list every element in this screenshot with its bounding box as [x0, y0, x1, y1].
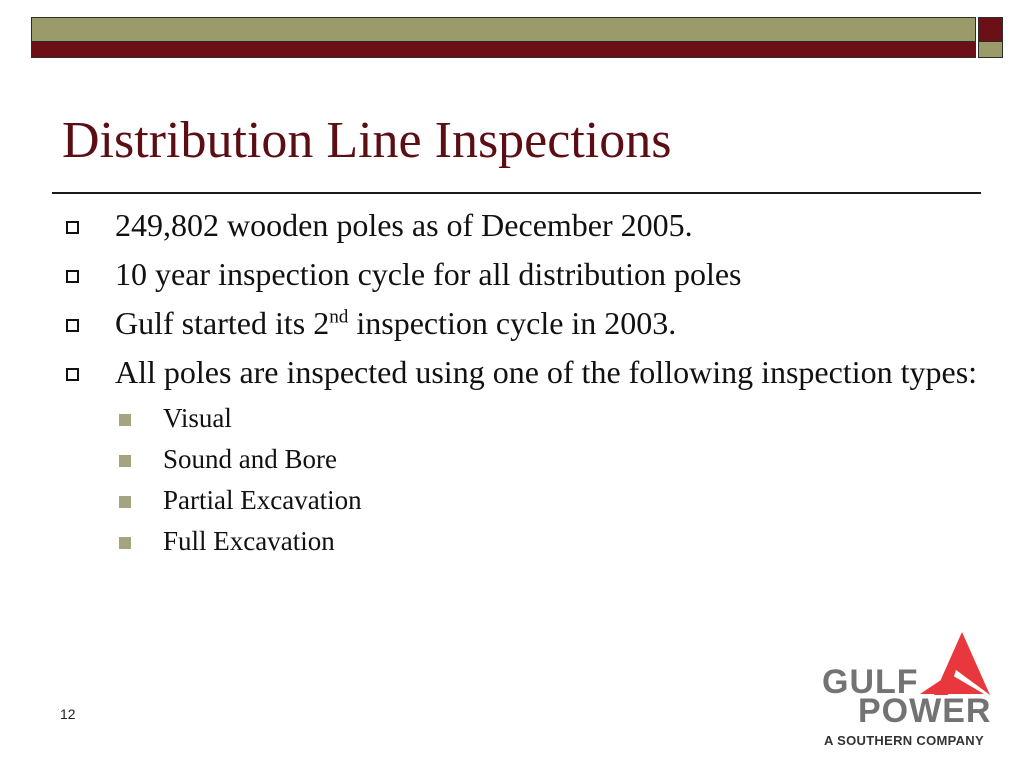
logo-tagline: A SOUTHERN COMPANY [824, 733, 984, 748]
bullet-list [62, 206, 982, 566]
sub-bullet-text: Partial Excavation [163, 485, 362, 515]
header-square-bottom [978, 41, 1003, 58]
bullet-item [62, 255, 982, 293]
page-number: 12 [60, 706, 76, 722]
hollow-square-bullet-icon [66, 368, 79, 381]
header-bar-top [31, 17, 976, 42]
sub-bullet-text: Full Excavation [163, 526, 335, 556]
sub-bullet-item [62, 525, 982, 557]
bullet-text-pre: Gulf started its 2 [115, 305, 330, 341]
header-bar-bottom [31, 41, 976, 58]
sub-bullet-item [62, 484, 982, 516]
header-square-top [978, 17, 1003, 42]
ordinal-suffix: nd [329, 306, 349, 328]
filled-square-bullet-icon [119, 496, 131, 508]
hollow-square-bullet-icon [66, 270, 79, 283]
gulf-power-logo [822, 630, 1012, 752]
title-divider [52, 192, 981, 194]
filled-square-bullet-icon [119, 414, 131, 426]
filled-square-bullet-icon [119, 455, 131, 467]
bullet-text: All poles are inspected using one of the following inspection types: [115, 354, 978, 390]
logo-word-gulf: GULF [822, 663, 919, 701]
bullet-item [62, 206, 982, 244]
logo-word-power: POWER [858, 692, 992, 730]
sub-bullet-item [62, 443, 982, 475]
bullet-item [62, 353, 982, 391]
sub-bullet-item [62, 402, 982, 434]
hollow-square-bullet-icon [66, 221, 79, 234]
sub-bullet-text: Sound and Bore [163, 444, 337, 474]
bullet-item [62, 304, 982, 342]
sub-bullet-text: Visual [163, 403, 232, 433]
bullet-text-post: inspection cycle in 2003. [348, 305, 677, 341]
bullet-text: 249,802 wooden poles as of December 2005. [115, 207, 693, 243]
bullet-text [115, 305, 676, 341]
hollow-square-bullet-icon [66, 319, 79, 332]
bullet-text: 10 year inspection cycle for all distribution poles [115, 256, 742, 292]
filled-square-bullet-icon [119, 537, 131, 549]
slide-title: Distribution Line Inspections [62, 112, 672, 169]
